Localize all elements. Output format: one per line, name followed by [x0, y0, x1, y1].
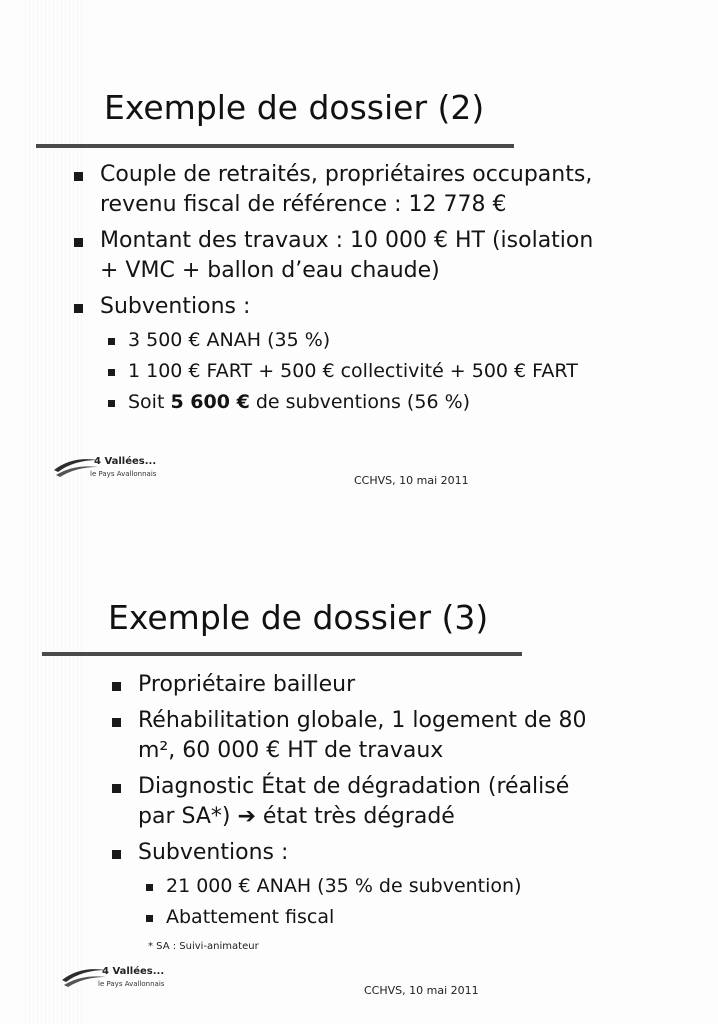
square-bullet-icon	[112, 850, 121, 859]
list-item	[108, 838, 688, 868]
bullet-line: Couple de retraités, propriétaires occupants,	[100, 162, 593, 187]
bullet-list	[108, 670, 688, 936]
bullet-line: Propriétaire bailleur	[138, 672, 356, 697]
slide-title: Exemple de dossier (3)	[108, 598, 489, 637]
logo-name: 4 Vallées...	[102, 966, 165, 977]
sub-bullet-text: 3 500 € ANAH (35 %)	[128, 329, 331, 351]
bullet-line: m², 60 000 € HT de travaux	[138, 738, 444, 763]
list-item	[108, 706, 688, 766]
sub-list-item	[108, 874, 688, 899]
square-bullet-icon	[146, 884, 153, 891]
bullet-line: revenu fiscal de référence : 12 778 €	[100, 192, 507, 217]
sub-bullet-text: 21 000 € ANAH (35 % de subvention)	[166, 875, 522, 897]
slide-footer: CCHVS, 10 mai 2011	[354, 474, 469, 487]
logo-4-vallees	[60, 962, 180, 998]
footnote: * SA : Suivi-animateur	[148, 941, 259, 952]
logo-tagline: le Pays Avallonnais	[98, 980, 165, 988]
list-item	[108, 772, 688, 832]
bullet-line: + VMC + ballon d’eau chaude)	[100, 258, 440, 283]
sub-bullet-text: Abattement fiscal	[166, 906, 335, 928]
square-bullet-icon	[112, 784, 121, 793]
sub-bullet-text: 1 100 € FART + 500 € collectivité + 500 € FART	[128, 360, 578, 382]
bullet-line: Subventions :	[138, 840, 289, 865]
bullet-line: par SA*) ➔ état très dégradé	[138, 804, 455, 829]
sub-bullet-bold: 5 600 €	[170, 391, 250, 413]
slide-title: Exemple de dossier (2)	[104, 88, 485, 127]
slide-footer: CCHVS, 10 mai 2011	[364, 984, 479, 997]
bullet-line: Réhabilitation globale, 1 logement de 80	[138, 708, 587, 733]
list-item	[108, 670, 688, 700]
bullet-line: Montant des travaux : 10 000 € HT (isolation	[100, 228, 594, 253]
square-bullet-icon	[112, 682, 121, 691]
bullet-line: Subventions :	[100, 294, 251, 319]
logo-name: 4 Vallées...	[94, 456, 157, 467]
title-rule	[42, 652, 522, 656]
square-bullet-icon	[112, 718, 121, 727]
sub-bullet-prefix: Soit	[128, 391, 171, 413]
bullet-line: Diagnostic État de dégradation (réalisé	[138, 774, 570, 799]
sub-list-item	[108, 905, 688, 930]
square-bullet-icon	[146, 915, 153, 922]
sub-bullet-suffix: de subventions (56 %)	[249, 391, 471, 413]
logo-tagline: le Pays Avallonnais	[90, 470, 157, 478]
